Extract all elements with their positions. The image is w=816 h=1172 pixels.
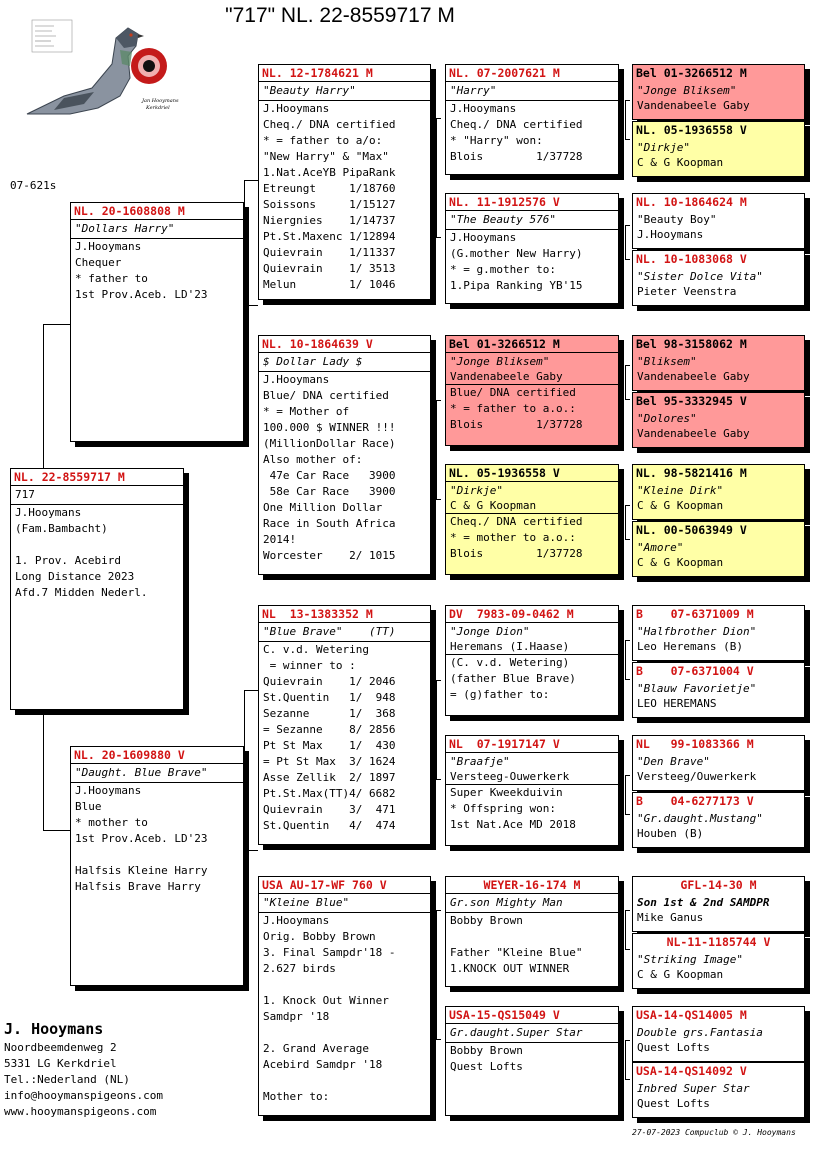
ring-number: DV 7983-09-0462 M <box>446 606 618 623</box>
bracket <box>436 910 441 1040</box>
connector <box>244 180 258 181</box>
card-line: 1st Nat.Ace MD 2018 <box>450 818 576 831</box>
ring-number: GFL-14-30 M <box>680 878 757 892</box>
owner-phone: Tel.:Nederland (NL) <box>4 1073 130 1086</box>
card-line: Blois 1/37728 <box>450 547 583 560</box>
pigeon-name: "The Beauty 576" <box>446 211 618 230</box>
card-g16[interactable] <box>632 1062 805 1118</box>
connector <box>43 324 71 325</box>
card-line: Also mother of: <box>263 453 363 466</box>
card-line: C. v.d. Wetering <box>263 643 369 656</box>
card-g5[interactable] <box>632 335 805 391</box>
card-line: Versteeg-Ouwerkerk <box>446 769 618 785</box>
ring-number: NL. 12-1784621 M <box>259 65 430 82</box>
card-line: 47e Car Race 3900 <box>263 469 396 482</box>
breeder: C & G Koopman <box>637 499 724 512</box>
ring-number: NL. 00-5063949 V <box>636 523 747 537</box>
card-line: J.Hooymans <box>263 373 330 386</box>
card-line: Pt St Max 1/ 430 <box>263 739 396 752</box>
breeder: Mike Ganus <box>637 911 704 924</box>
ring-number: B 07-6371009 M <box>636 607 754 621</box>
ring-number: NL 13-1383352 M <box>259 606 430 623</box>
card-line: 1.Pipa Ranking YB'15 <box>450 279 583 292</box>
breeder: LEO HEREMANS <box>637 697 717 710</box>
card-line: Blue/ DNA certified <box>263 389 389 402</box>
ring-number: USA AU-17-WF 760 V <box>259 877 430 894</box>
connector <box>244 690 245 850</box>
card-line: Blois 1/37728 <box>450 150 583 163</box>
pigeon-name: "Den Brave" <box>637 755 710 768</box>
card-ddd[interactable] <box>445 1006 619 1116</box>
card-subject[interactable] <box>10 468 184 710</box>
card-line: Halfsis Kleine Harry <box>75 864 208 877</box>
pigeon-name: "Blauw Favorietje" <box>637 682 757 695</box>
pigeon-name: "Gr.daught.Mustang" <box>637 812 763 825</box>
owner-address: Noordbeemdenweg 2 <box>4 1041 117 1054</box>
bracket <box>436 118 441 238</box>
card-line: Blois 1/37728 <box>450 418 583 431</box>
card-dam[interactable] <box>70 746 244 986</box>
card-line: * = father to a/o: <box>263 134 383 147</box>
card-line: 2. Grand Average <box>263 1042 369 1055</box>
ring-number: USA-15-QS15049 V <box>446 1007 618 1024</box>
card-line: * = mother to a.o.: <box>450 531 576 544</box>
ring-number: Bel 95-3332945 V <box>636 394 747 408</box>
card-g12[interactable] <box>632 792 805 848</box>
connector <box>244 180 245 305</box>
card-line: 1.KNOCK OUT WINNER <box>450 962 570 975</box>
card-line: * = g.mother to: <box>450 263 556 276</box>
card-line: Afd.7 Midden Nederl. <box>15 586 148 599</box>
pigeon-name: "Bliksem" <box>637 355 697 368</box>
reference-code: 07-621s <box>10 179 57 192</box>
ring-number: Bel 98-3158062 M <box>636 337 747 351</box>
bracket <box>436 680 441 780</box>
pigeon-name: Gr.son Mighty Man <box>446 894 618 913</box>
card-g3[interactable] <box>632 193 805 249</box>
card-line: (MillionDollar Race) <box>263 437 396 450</box>
card-line: St.Quentin 1/ 948 <box>263 691 396 704</box>
card-g8[interactable] <box>632 521 805 577</box>
card-g4[interactable] <box>632 250 805 306</box>
card-sss[interactable] <box>445 64 619 175</box>
logo-subtext: Kerkdriel <box>146 105 170 111</box>
card-sds[interactable] <box>445 335 619 446</box>
card-line: One Million Dollar <box>263 501 383 514</box>
pigeon-eye-icon <box>131 48 167 84</box>
breeder: C & G Koopman <box>637 556 724 569</box>
card-line <box>11 537 183 553</box>
card-line: J.Hooymans <box>263 102 330 115</box>
card-line: Cheq./ DNA certified <box>450 515 583 528</box>
connector <box>244 690 258 691</box>
card-line: (G.mother New Harry) <box>450 247 583 260</box>
pigeon-name: "Striking Image" <box>637 953 743 966</box>
bracket <box>625 910 630 950</box>
card-sire-dam[interactable] <box>258 335 431 575</box>
card-line: Chequer <box>75 256 122 269</box>
card-line: (Fam.Bambacht) <box>15 522 108 535</box>
pigeon-name: "Kleine Dirk" <box>637 484 724 497</box>
card-line: J.Hooymans <box>450 102 517 115</box>
connector <box>43 324 44 469</box>
breeder: Vandenabeele Gaby <box>637 427 750 440</box>
pigeon-name: "Daught. Blue Brave" <box>71 764 243 783</box>
card-dam-dam[interactable] <box>258 876 431 1116</box>
ring-number: B 07-6371004 V <box>636 664 754 678</box>
connector <box>43 710 44 830</box>
pigeon-name: 717 <box>11 486 183 505</box>
card-line <box>259 977 430 993</box>
bracket <box>625 775 630 815</box>
card-line: J.Hooymans <box>75 784 142 797</box>
connector <box>43 830 71 831</box>
card-line <box>259 1073 430 1089</box>
card-line: * = Mother of <box>263 405 350 418</box>
card-g9[interactable] <box>632 605 805 661</box>
card-line: 1.Nat.AceYB PipaRank <box>263 166 396 179</box>
card-line: 2.627 birds <box>263 962 336 975</box>
card-line: Long Distance 2023 <box>15 570 135 583</box>
card-line: "New Harry" & "Max" <box>263 150 389 163</box>
card-line: Race in South Africa <box>263 517 396 530</box>
card-sire-sire[interactable] <box>258 64 431 300</box>
pigeon-name: "Jonge Bliksem" <box>637 84 737 97</box>
card-line: Quievrain 3/ 471 <box>263 803 396 816</box>
breeder: Houben (B) <box>637 827 704 840</box>
card-line: 1st Prov.Aceb. LD'23 <box>75 832 208 845</box>
card-line: Asse Zellik 2/ 1897 <box>263 771 396 784</box>
card-line: Bobby Brown <box>450 914 523 927</box>
connector <box>244 850 258 851</box>
card-line: Pt.St.Max(TT)4/ 6682 <box>263 787 396 800</box>
ring-number: USA-14-QS14092 V <box>636 1064 747 1078</box>
breeder: Versteeg/Ouwerkerk <box>637 770 757 783</box>
pigeon-name: "Sister Dolce Vita" <box>637 270 763 283</box>
ring-number: USA-14-QS14005 M <box>636 1008 747 1022</box>
breeder: Quest Lofts <box>637 1041 710 1054</box>
card-g15[interactable] <box>632 1006 805 1062</box>
pigeon-name: "Dollars Harry" <box>71 220 243 239</box>
ring-number: NL-11-1185744 V <box>666 935 771 949</box>
card-line: Quest Lofts <box>450 1060 523 1073</box>
breeder: Quest Lofts <box>637 1097 710 1110</box>
bracket <box>436 400 441 500</box>
card-line: J.Hooymans <box>263 914 330 927</box>
card-line: = Sezanne 8/ 2856 <box>263 723 396 736</box>
owner-contact <box>4 1018 163 1120</box>
card-line: Mother to: <box>263 1090 330 1103</box>
pigeon-name: "Jonge Bliksem" <box>450 355 550 368</box>
card-dds[interactable] <box>445 876 619 987</box>
card-line: = (g)father to: <box>450 688 550 701</box>
owner-website[interactable]: www.hooymanspigeons.com <box>4 1105 157 1118</box>
card-line: = winner to : <box>263 659 356 672</box>
pigeon-name: "Amore" <box>637 541 684 554</box>
card-line: Etreungt 1/18760 <box>263 182 396 195</box>
pigeon-name: "Braafje" <box>450 755 510 768</box>
card-line: 58e Car Race 3900 <box>263 485 396 498</box>
breeder: Vandenabeele Gaby <box>637 370 750 383</box>
card-g1[interactable] <box>632 64 805 120</box>
pigeon-name: "Kleine Blue" <box>259 894 430 913</box>
pigeon-name: $ Dollar Lady $ <box>259 353 430 372</box>
card-line: Soissons 1/15127 <box>263 198 396 211</box>
bracket <box>625 1040 630 1080</box>
breeder: C & G Koopman <box>637 156 724 169</box>
card-line: Cheq./ DNA certified <box>450 118 583 131</box>
card-line: = Pt St Max 3/ 1624 <box>263 755 396 768</box>
card-line: Niergnies 1/14737 <box>263 214 396 227</box>
card-sdd[interactable] <box>445 464 619 575</box>
card-dam-sire[interactable] <box>258 605 431 845</box>
ring-number: NL. 98-5821416 M <box>636 466 747 480</box>
ring-number: Bel 01-3266512 M <box>636 66 747 80</box>
card-line <box>71 847 243 863</box>
card-line: Pt.St.Maxenc 1/12894 <box>263 230 396 243</box>
pigeon-name: "Beauty Harry" <box>259 82 430 101</box>
card-g7[interactable] <box>632 464 805 520</box>
pigeon-name: Inbred Super Star <box>637 1082 750 1095</box>
card-line: Cheq./ DNA certified <box>263 118 396 131</box>
bracket <box>625 225 630 260</box>
ring-number: NL. 20-1608808 M <box>71 203 243 220</box>
ring-number: NL. 10-1083068 V <box>636 252 747 266</box>
card-line: St.Quentin 4/ 474 <box>263 819 396 832</box>
pedigree-mini-icon <box>32 20 72 52</box>
breeder: Pieter Veenstra <box>637 285 737 298</box>
card-g10[interactable] <box>632 662 805 718</box>
card-line: Melun 1/ 1046 <box>263 278 396 291</box>
card-line: Bobby Brown <box>450 1044 523 1057</box>
card-line: Quievrain 1/ 2046 <box>263 675 396 688</box>
card-line: Quievrain 1/ 3513 <box>263 262 396 275</box>
card-dsd[interactable] <box>445 735 619 846</box>
pigeon-name: Son 1st & 2nd SAMDPR <box>637 896 770 909</box>
card-line: * Offspring won: <box>450 802 556 815</box>
logo-text: Jan Hooymans <box>142 98 179 104</box>
card-line: J.Hooymans <box>75 240 142 253</box>
card-line: Samdpr '18 <box>263 1010 330 1023</box>
card-line: * mother to <box>75 816 148 829</box>
pigeon-name: Gr.daught.Super Star <box>446 1024 618 1043</box>
pigeon-name: "Dirkje" <box>450 484 503 497</box>
ring-number: WEYER-16-174 M <box>446 877 618 894</box>
ring-number: NL. 20-1609880 V <box>71 747 243 764</box>
card-line: 100.000 $ WINNER !!! <box>263 421 396 434</box>
pigeon-logo <box>24 16 179 126</box>
card-line: (C. v.d. Wetering) <box>450 656 570 669</box>
owner-email[interactable]: info@hooymanspigeons.com <box>4 1089 163 1102</box>
card-line: 1st Prov.Aceb. LD'23 <box>75 288 208 301</box>
owner-postal: 5331 LG Kerkdriel <box>4 1057 117 1070</box>
ring-number: B 04-6277173 V <box>636 794 754 808</box>
bracket <box>625 365 630 400</box>
card-line: J.Hooymans <box>450 231 517 244</box>
card-line: Super Kweekduivin <box>450 786 563 799</box>
card-line: Acebird Samdpr '18 <box>263 1058 383 1071</box>
card-line: 3. Final Sampdr'18 - <box>263 946 396 959</box>
breeder: Vandenabeele Gaby <box>637 99 750 112</box>
footer-credit: 27-07-2023 Compuclub © J. Hooymans <box>632 1128 796 1137</box>
ring-number: NL 99-1083366 M <box>636 737 754 751</box>
ring-number: NL 07-1917147 V <box>446 736 618 753</box>
pigeon-name: "Jonge Dion" <box>450 625 530 638</box>
pedigree-title: "717" NL. 22-8559717 M <box>225 4 455 27</box>
connector <box>244 305 258 306</box>
bracket <box>625 505 630 540</box>
card-line: Quievrain 1/11337 <box>263 246 396 259</box>
card-line: Sezanne 1/ 368 <box>263 707 396 720</box>
card-line: Orig. Bobby Brown <box>263 930 376 943</box>
card-line: J.Hooymans <box>15 506 82 519</box>
card-g2[interactable] <box>632 121 805 177</box>
card-line: 1. Knock Out Winner <box>263 994 389 1007</box>
card-line: Vandenabeele Gaby <box>446 369 618 385</box>
pigeon-name: "Beauty Boy" <box>637 213 717 226</box>
pigeon-name: "Blue Brave" (TT) <box>259 623 430 642</box>
ring-number: NL. 05-1936558 V <box>636 123 747 137</box>
card-line <box>259 1025 430 1041</box>
card-line: C & G Koopman <box>446 498 618 514</box>
card-g13[interactable] <box>632 876 805 932</box>
card-line: * = father to a.o.: <box>450 402 576 415</box>
pigeon-name: "Halfbrother Dion" <box>637 625 757 638</box>
ring-number: NL. 10-1864639 V <box>259 336 430 353</box>
card-line: Blue <box>75 800 102 813</box>
card-line: Halfsis Brave Harry <box>75 880 201 893</box>
card-line: Blue/ DNA certified <box>450 386 576 399</box>
ring-number: NL. 10-1864624 M <box>636 195 747 209</box>
bracket <box>625 640 630 680</box>
ring-number: NL. 22-8559717 M <box>11 469 183 486</box>
card-line: (father Blue Brave) <box>450 672 576 685</box>
breeder: Leo Heremans (B) <box>637 640 743 653</box>
card-line <box>446 929 618 945</box>
ring-number: Bel 01-3266512 M <box>446 336 618 353</box>
card-sire[interactable] <box>70 202 244 442</box>
card-line: Heremans (I.Haase) <box>446 639 618 655</box>
card-ssd[interactable] <box>445 193 619 304</box>
card-line: Father "Kleine Blue" <box>450 946 583 959</box>
card-line: * father to <box>75 272 148 285</box>
ring-number: NL. 07-2007621 M <box>446 65 618 82</box>
card-line: 1. Prov. Acebird <box>15 554 121 567</box>
pigeon-name: "Dirkje" <box>637 141 690 154</box>
card-line: 2014! <box>263 533 297 546</box>
pigeon-name: "Harry" <box>446 82 618 101</box>
card-g6[interactable] <box>632 392 805 448</box>
bracket <box>625 100 630 140</box>
card-line: Worcester 2/ 1015 <box>263 549 396 562</box>
pigeon-name: Double grs.Fantasia <box>637 1026 763 1039</box>
card-g11[interactable] <box>632 735 805 791</box>
owner-name: J. Hooymans <box>4 1020 104 1038</box>
breeder: J.Hooymans <box>637 228 704 241</box>
breeder: C & G Koopman <box>637 968 724 981</box>
card-line: * "Harry" won: <box>450 134 543 147</box>
card-g14[interactable] <box>632 933 805 989</box>
card-dss[interactable] <box>445 605 619 716</box>
ring-number: NL. 05-1936558 V <box>446 465 618 482</box>
ring-number: NL. 11-1912576 V <box>446 194 618 211</box>
pigeon-name: "Dolores" <box>637 412 697 425</box>
